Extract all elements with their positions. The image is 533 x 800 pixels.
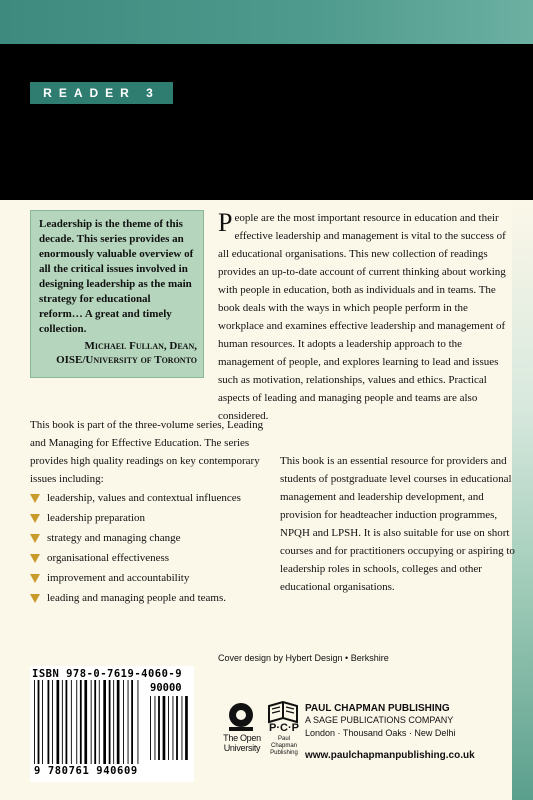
triangle-bullet-icon: [30, 534, 40, 543]
publisher-company: A SAGE PUBLICATIONS COMPANY: [305, 715, 454, 725]
drop-cap: P: [218, 208, 233, 237]
open-university-name: The Open University: [223, 733, 261, 753]
triangle-bullet-icon: [30, 514, 40, 523]
list-item: improvement and accountability: [30, 568, 280, 588]
barcode-bars: [30, 666, 194, 766]
publisher-url: www.paulchapmanpublishing.co.uk: [305, 750, 475, 761]
triangle-bullet-icon: [30, 594, 40, 603]
list-item: organisational effectiveness: [30, 548, 280, 568]
essential-paragraph: This book is an essential resource for providers and students of postgraduate level courses in educational management and leadership development, and provision for headteacher induction programmes, NPQH and LPSH. It is also suitable for use on short courses and for practitioners occupying or aspiring to leadership roles in schools, colleges and other educational organisations.: [280, 455, 515, 593]
barcode-addon: 90000: [150, 682, 182, 694]
series-intro-paragraph: This book is part of the three-volume series, Leading and Managing for Effective Education. The series provides high quality readings on key contemporary issues including:: [30, 419, 264, 485]
intro-text: eople are the most important resource in education and their effective leadership and management is vital to the success of all educational organisations. This new collection of readings provides an up-to-date account of current thinking about working with people in education, both as individuals and in teams. The book deals with the ways in which people perform in the workplace and examines effective leadership and management of human resources. It adopts a leadership approach to the management of people, and explores learning to lead and issues such as motivation, relationships, values and ethics. Practical aspects of leading and managing people and teams are also considered.: [218, 212, 506, 422]
triangle-bullet-icon: [30, 494, 40, 503]
list-item: strategy and managing change: [30, 528, 280, 548]
isbn-text: ISBN 978-0-7619-4060-9: [32, 668, 183, 680]
triangle-bullet-icon: [30, 574, 40, 583]
quote-author: Michael Fullan, Dean,: [84, 340, 197, 352]
isbn-barcode: [30, 666, 194, 782]
publisher-block: [305, 703, 517, 761]
publisher-cities: London · Thousand Oaks · New Delhi: [305, 728, 456, 738]
triangle-bullet-icon: [30, 554, 40, 563]
quote-affiliation: OISE/University of Toronto: [56, 354, 197, 366]
list-item: leadership preparation: [30, 508, 280, 528]
series-label: READER 3: [30, 82, 173, 104]
publisher-name: PAUL CHAPMAN PUBLISHING: [305, 703, 450, 714]
intro-paragraph: [218, 209, 512, 425]
cover-design-credit: Cover design by Hybert Design • Berkshire: [218, 653, 389, 663]
endorsement-quote: [30, 210, 204, 378]
pcp-mark: P·C·P: [269, 722, 299, 734]
top-teal-band: [0, 0, 533, 44]
list-item: leadership, values and contextual influences: [30, 488, 280, 508]
quote-attribution: [39, 339, 197, 367]
pcp-subtitle: Paul Chapman Publishing: [270, 736, 298, 756]
list-item: leading and managing people and teams.: [30, 588, 280, 608]
barcode-digits: 9 780761 940609: [34, 765, 138, 777]
topic-list: [30, 488, 280, 608]
quote-text: Leadership is the theme of this decade. This series provides an enormously valuable overview of all the critical issues involved in designing leadership as the main strategy for educational reform… A great and timely collection.: [39, 218, 194, 335]
